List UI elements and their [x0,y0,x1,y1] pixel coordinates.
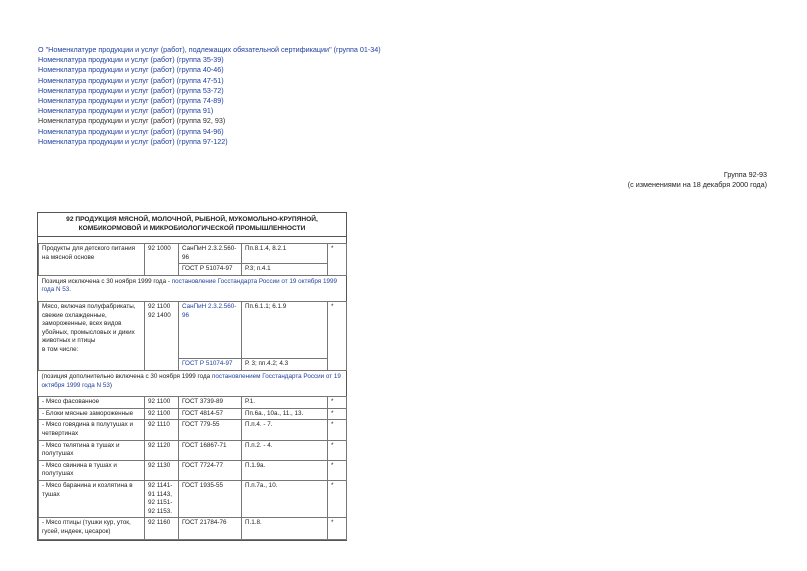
inclusion-tail: ) [109,381,112,389]
norm-document: ГОСТ 16867-71 [179,440,242,460]
product-code: 92 1000 [145,244,179,276]
table-row [39,275,347,301]
norm-points: Р. 3; пп.4.2; 4.3 [242,358,328,370]
mark: * [328,301,347,370]
norm-document: ГОСТ 7724-77 [179,460,242,480]
product-code: 92 1130 [145,460,179,480]
exclusion-text: Позиция исключена с 30 ноября 1999 года - [41,277,172,285]
product-name: - Мясо фасованное [39,397,145,409]
norm-points: Р.1. [242,397,328,409]
norm-points: П.1.8. [242,518,328,540]
product-code: 92 1100 [145,408,179,420]
product-code: 92 1100 [145,397,179,409]
product-name [39,301,145,370]
norm-points: Пп.6а., 10а., 11., 13. [242,408,328,420]
related-documents-list [38,45,381,147]
product-code: 92 1160 [145,518,179,540]
related-link-53-72[interactable]: Номенклатура продукции и услуг (работ) (группа 53-72) [38,85,224,95]
table-row [39,440,347,460]
table-row [39,460,347,480]
related-link-74-89[interactable]: Номенклатура продукции и услуг (работ) (группа 74-89) [38,96,224,106]
mark: * [328,397,347,409]
mark: * [328,408,347,420]
norm-document: ГОСТ 3739-89 [179,397,242,409]
inclusion-note [39,370,347,396]
table-row [39,420,347,440]
product-name: - Мясо телятина в тушах и полутушах [39,440,145,460]
table-row [39,408,347,420]
norm-points: Пп.6.1.1; 6.1.9 [242,301,328,358]
mark: * [328,460,347,480]
table-row [39,370,347,396]
related-link-01-34[interactable]: О "Номенклатуре продукции и услуг (работ), подлежащих обязательной сертификации" (группа 01-34) [38,45,381,54]
norm-document: ГОСТ 21784-76 [179,518,242,540]
product-code: 92 1141- 91 1143, 92 1151- 92 1153. [145,480,179,517]
mark: * [328,420,347,440]
related-link-47-51[interactable]: Номенклатура продукции и услуг (работ) (группа 47-51) [38,75,224,85]
product-name: - Мясо говядина в полутушах и четвертинах [39,420,145,440]
inclusion-link[interactable]: постановлением Госстандарта России от 19 октября 1999 года N 53 [41,372,341,389]
group-heading [628,170,767,190]
norm-document: ГОСТ Р 51074-97 [179,264,242,276]
norm-document-link[interactable]: СанПиН 2.3.2.560-96 [179,301,242,358]
related-link-91[interactable]: Номенклатура продукции и услуг (работ) (группа 91) [38,106,214,116]
norm-document: СанПиН 2.3.2.560-96 [179,244,242,264]
table-row [39,301,347,358]
product-name: - Мясо свинина в тушах и полутушах [39,460,145,480]
product-name: - Мясо баранина и козлятина в тушах [39,480,145,517]
mark: * [328,518,347,540]
inclusion-text: (позиция дополнительно включена с 30 ноября 1999 года [41,372,212,380]
mark: * [328,480,347,517]
product-name: Продукты для детского питания на мясной основе [39,244,145,276]
table-row [39,397,347,409]
product-code: 92 1120 [145,440,179,460]
norm-points: П.1.9а. [242,460,328,480]
related-link-40-46[interactable]: Номенклатура продукции и услуг (работ) (группа 40-46) [38,65,224,75]
group-title: Группа 92-93 [723,170,767,179]
table-row [39,244,347,264]
mark: * [328,244,347,276]
product-name-subtext: в том числе: [42,345,79,353]
norm-document: ГОСТ 1935-55 [179,480,242,517]
product-name: - Блоки мясные замороженные [39,408,145,420]
product-code: 92 1100 92 1400 [145,301,179,370]
table-row [39,518,347,540]
mark: * [328,440,347,460]
exclusion-note [39,275,347,301]
norm-document: ГОСТ 779-55 [179,420,242,440]
norm-points: Р.3; п.4.1 [242,264,328,276]
related-link-92-93[interactable]: Номенклатура продукции и услуг (работ) (группа 92, 93) [38,116,226,126]
norm-points: П.п.4. - 7. [242,420,328,440]
norm-document-link[interactable]: ГОСТ Р 51074-97 [179,358,242,370]
product-table [38,243,347,540]
related-link-94-96[interactable]: Номенклатура продукции и услуг (работ) (группа 94-96) [38,126,224,136]
norm-points: П.п.2. - 4. [242,440,328,460]
product-name-text: Мясо, включая полуфабрикаты, свежие охлажденные, замороженные, всех видов убойных, промысловых и диких животных и птицы [42,302,136,345]
norm-points: П.п.7а., 10. [242,480,328,517]
section-header: 92 ПРОДУКЦИЯ МЯСНОЙ, МОЛОЧНОЙ, РЫБНОЙ, МУКОМОЛЬНО-КРУПЯНОЙ, КОМБИКОРМОВОЙ И МИКРОБИОЛОГИЧЕСКОЙ ПРОМЫШЛЕННОСТИ [38,213,346,237]
group-revision-note: (с изменениями на 18 декабря 2000 года) [627,180,767,189]
norm-points: Пп.8.1.4, 8.2.1 [242,244,328,264]
document-table-panel [37,212,347,541]
product-name: - Мясо птицы (тушки кур, уток, гусей, индеек, цесарок) [39,518,145,540]
exclusion-link[interactable]: постановление Госстандарта России от 19 октября 1999 года N 53. [41,277,337,294]
related-link-35-39[interactable]: Номенклатура продукции и услуг (работ) (группа 35-39) [38,55,224,65]
product-code: 92 1110 [145,420,179,440]
norm-document: ГОСТ 4814-57 [179,408,242,420]
related-link-97-122[interactable]: Номенклатура продукции и услуг (работ) (группа 97-122) [38,136,228,146]
table-row [39,480,347,517]
